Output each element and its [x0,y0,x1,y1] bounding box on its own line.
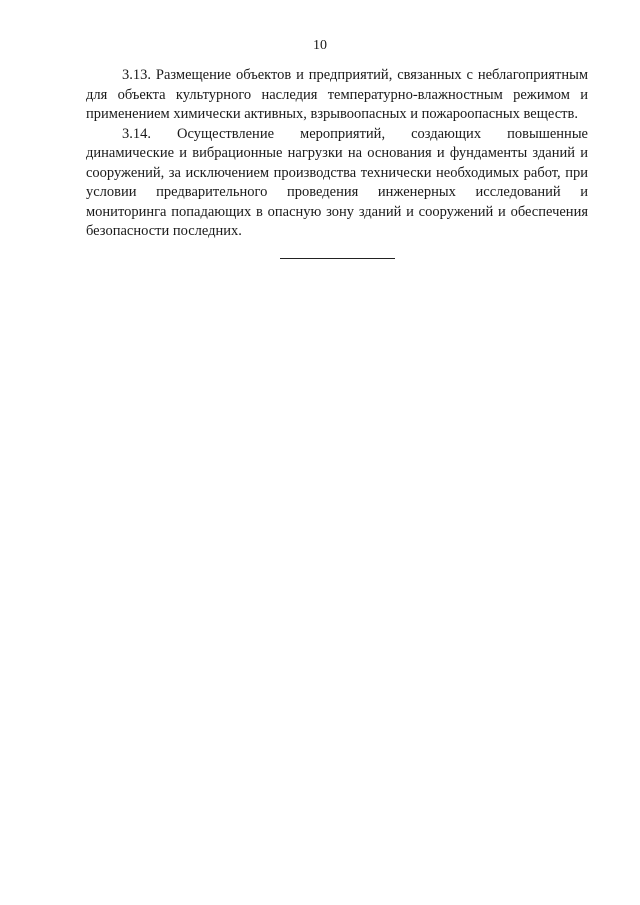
paragraph-3-13: 3.13. Размещение объектов и предприятий, связанных с неблагоприятным для объекта культурного наследия температурно-влажностным режимом и применением химически активных, взрывоопасных и пожароопасных веществ. [86,67,588,122]
paragraph-3-14: 3.14. Осуществление мероприятий, создающих повышенные динамические и вибрационные нагрузки на основания и фундаменты зданий и сооружений, за исключением производства технически необходимых работ, при условии предварительного проведения инженерных исследований и мониторинга попадающих в опасную зону зданий и сооружений и обеспечения безопасности последних. [86,125,588,239]
end-divider-line [280,258,395,259]
page-number: 10 [313,38,327,53]
document-body [86,66,588,242]
